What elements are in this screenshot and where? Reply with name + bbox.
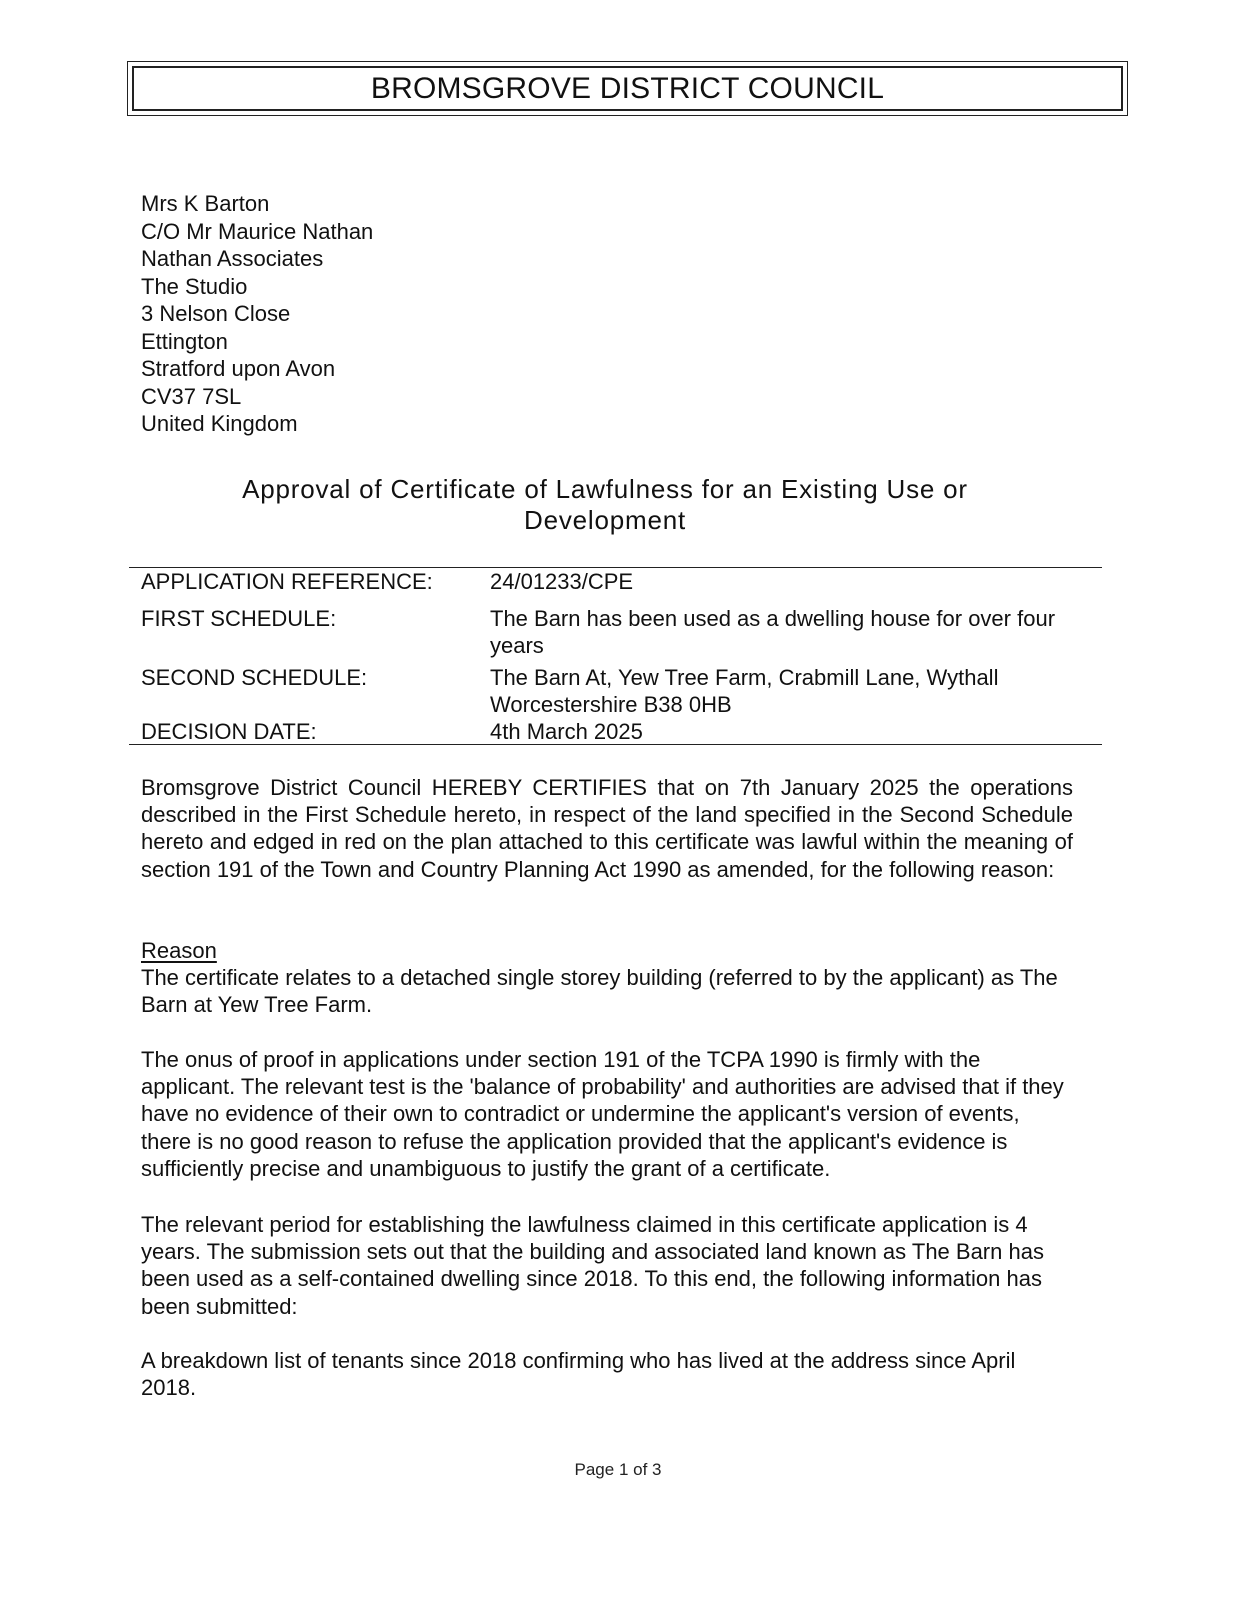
first-schedule-value: The Barn has been used as a dwelling house for over four years	[490, 606, 1056, 658]
council-header-box	[127, 61, 1128, 116]
address-line: Mrs K Barton	[141, 191, 270, 216]
second-schedule-value-line-1: The Barn At, Yew Tree Farm, Crabmill Lane, Wythall	[490, 665, 999, 690]
recipient-address	[141, 190, 373, 438]
certification-paragraph: Bromsgrove District Council HEREBY CERTIFIES that on 7th January 2025 the operations described in the First Schedule hereto, in respect of the land specified in the Second Schedule hereto and edged in red on the plan attached to this certificate was lawful within the meaning of section 191 of the Town and Country Planning Act 1990 as amended, for the following reason:	[141, 775, 1073, 882]
title-line-2: Development	[524, 505, 686, 535]
address-line: C/O Mr Maurice Nathan	[141, 218, 374, 244]
decision-date-label: DECISION DATE:	[141, 719, 317, 744]
address-line: CV37 7SL	[141, 383, 242, 409]
address-line: The Studio	[141, 273, 248, 299]
application-reference-label: APPLICATION REFERENCE:	[141, 569, 433, 594]
address-line: Ettington	[141, 328, 228, 354]
application-reference-value: 24/01233/CPE	[490, 569, 634, 594]
address-line: Nathan Associates	[141, 246, 324, 271]
second-schedule-label: SECOND SCHEDULE:	[141, 665, 368, 690]
onus-paragraph: The onus of proof in applications under section 191 of the TCPA 1990 is firmly with the applicant. The relevant test is the 'balance of probability' and authorities are advised that if they have no evidence of their own to contradict or undermine the applicant's version of events, there is no good reason to refuse the application provided that the applicant's evidence is sufficiently precise and unambiguous to justify the grant of a certificate.	[141, 1047, 1064, 1181]
address-line: 3 Nelson Close	[141, 301, 291, 326]
address-line: United Kingdom	[141, 411, 298, 436]
council-name: BROMSGROVE DISTRICT COUNCIL	[132, 66, 1123, 111]
second-schedule-value-line-2: Worcestershire B38 0HB	[490, 692, 732, 717]
second-schedule-value	[490, 664, 1080, 718]
title-line-1: Approval of Certificate of Lawfulness for an Existing Use or	[242, 474, 968, 504]
decision-date-value: 4th March 2025	[490, 719, 643, 744]
page-number: Page 1 of 3	[574, 1460, 662, 1479]
relevant-period-paragraph: The relevant period for establishing the lawfulness claimed in this certificate application is 4 years. The submission sets out that the building and associated land known as The Barn has been used as a self-contained dwelling since 2018. To this end, the following information has been submitted:	[141, 1212, 1044, 1319]
reason-heading: Reason	[141, 938, 217, 963]
address-line: Stratford upon Avon	[141, 356, 336, 381]
document-title	[200, 474, 1010, 536]
reason-section	[141, 937, 1073, 1019]
first-schedule-label: FIRST SCHEDULE:	[141, 606, 337, 631]
schedule-table	[129, 567, 1102, 745]
tenants-paragraph: A breakdown list of tenants since 2018 confirming who has lived at the address since April 2018.	[141, 1348, 1016, 1401]
reason-intro-paragraph: The certificate relates to a detached single storey building (referred to by the applicant) as The Barn at Yew Tree Farm.	[141, 965, 1058, 1018]
